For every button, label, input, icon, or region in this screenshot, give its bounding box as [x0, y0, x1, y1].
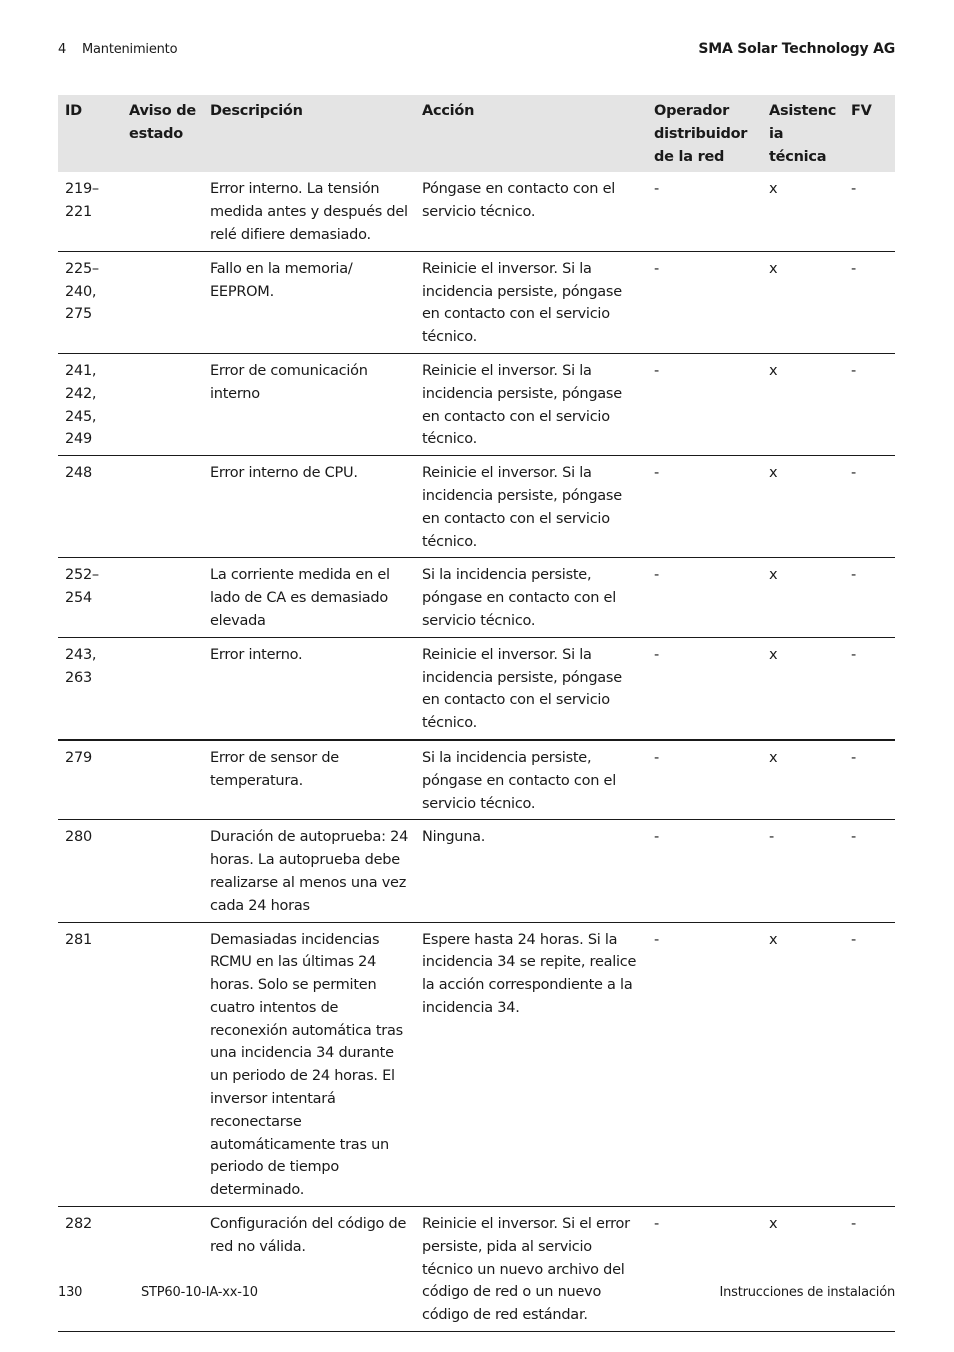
- column-header-status-message: Aviso de estado: [122, 95, 203, 172]
- cell-pv: -: [844, 1207, 895, 1332]
- table-row: [58, 637, 895, 740]
- cell-status: [122, 740, 203, 820]
- cell-id: 282: [58, 1207, 122, 1332]
- cell-description: Error interno.: [203, 637, 415, 740]
- table-row: [58, 820, 895, 922]
- event-messages-table: [58, 95, 895, 1332]
- cell-description: Error interno. La tensión medida antes y después del relé difiere demasiado.: [203, 172, 415, 251]
- cell-pv: -: [844, 558, 895, 637]
- cell-description: La corriente medida en el lado de CA es demasiado elevada: [203, 558, 415, 637]
- cell-pv: -: [844, 172, 895, 251]
- cell-id: 241, 242, 245, 249: [58, 353, 122, 455]
- cell-support: -: [762, 820, 844, 922]
- cell-action: Póngase en contacto con el servicio técnico.: [415, 172, 647, 251]
- cell-status: [122, 456, 203, 558]
- column-header-action: Acción: [415, 95, 647, 172]
- cell-action: Reinicie el inversor. Si la incidencia persiste, póngase en contacto con el servicio técnico.: [415, 251, 647, 353]
- running-header-chapter: [58, 42, 177, 57]
- cell-pv: -: [844, 456, 895, 558]
- cell-description: Duración de autoprueba: 24 horas. La autoprueba debe realizarse al menos una vez cada 24 horas: [203, 820, 415, 922]
- cell-action: Si la incidencia persiste, póngase en contacto con el servicio técnico.: [415, 740, 647, 820]
- cell-status: [122, 820, 203, 922]
- cell-status: [122, 353, 203, 455]
- cell-operator: -: [647, 558, 762, 637]
- cell-action: Si la incidencia persiste, póngase en contacto con el servicio técnico.: [415, 558, 647, 637]
- cell-id: 248: [58, 456, 122, 558]
- cell-operator: -: [647, 1207, 762, 1332]
- column-header-technical-support: Asistenc ia técnica: [762, 95, 844, 172]
- cell-pv: -: [844, 740, 895, 820]
- column-header-grid-operator: Operador distribuidor de la red: [647, 95, 762, 172]
- cell-operator: -: [647, 172, 762, 251]
- table-row: [58, 172, 895, 251]
- cell-operator: -: [647, 740, 762, 820]
- cell-status: [122, 251, 203, 353]
- table-header-row: [58, 95, 895, 172]
- cell-pv: -: [844, 251, 895, 353]
- document-code: STP60-10-IA-xx-10: [141, 1285, 258, 1300]
- cell-action: Reinicie el inversor. Si la incidencia persiste, póngase en contacto con el servicio técnico.: [415, 637, 647, 740]
- cell-status: [122, 558, 203, 637]
- cell-operator: -: [647, 820, 762, 922]
- cell-action: Reinicie el inversor. Si el error persiste, pida al servicio técnico un nuevo archivo del código de red o un nuevo código de red estándar.: [415, 1207, 647, 1332]
- cell-description: Demasiadas incidencias RCMU en las últimas 24 horas. Solo se permiten cuatro intentos de reconexión automática tras una incidencia 34 durante un periodo de 24 horas. El inversor intentará reconectarse automáticamente tras un periodo de tiempo determinado.: [203, 922, 415, 1207]
- company-name: SMA Solar Technology AG: [698, 41, 895, 57]
- cell-operator: -: [647, 637, 762, 740]
- cell-description: Error interno de CPU.: [203, 456, 415, 558]
- column-header-pv: FV: [844, 95, 895, 172]
- cell-id: 243, 263: [58, 637, 122, 740]
- cell-pv: -: [844, 353, 895, 455]
- cell-id: 252– 254: [58, 558, 122, 637]
- table-row: [58, 740, 895, 820]
- cell-status: [122, 637, 203, 740]
- cell-support: x: [762, 353, 844, 455]
- column-header-description: Descripción: [203, 95, 415, 172]
- cell-pv: -: [844, 637, 895, 740]
- cell-description: Configuración del código de red no válida.: [203, 1207, 415, 1332]
- cell-operator: -: [647, 456, 762, 558]
- cell-support: x: [762, 740, 844, 820]
- chapter-title: Mantenimiento: [82, 42, 178, 57]
- cell-status: [122, 1207, 203, 1332]
- document-title: Instrucciones de instalación: [719, 1285, 895, 1300]
- cell-action: Ninguna.: [415, 820, 647, 922]
- cell-id: 279: [58, 740, 122, 820]
- cell-action: Reinicie el inversor. Si la incidencia persiste, póngase en contacto con el servicio técnico.: [415, 456, 647, 558]
- cell-support: x: [762, 1207, 844, 1332]
- table-row: [58, 353, 895, 455]
- cell-id: 280: [58, 820, 122, 922]
- table-body: [58, 172, 895, 1331]
- cell-id: 225– 240, 275: [58, 251, 122, 353]
- cell-action: Espere hasta 24 horas. Si la incidencia 34 se repite, realice la acción correspondiente a la incidencia 34.: [415, 922, 647, 1207]
- table-row: [58, 456, 895, 558]
- cell-operator: -: [647, 251, 762, 353]
- cell-support: x: [762, 637, 844, 740]
- cell-support: x: [762, 172, 844, 251]
- table-row: [58, 251, 895, 353]
- cell-support: x: [762, 922, 844, 1207]
- chapter-number: 4: [58, 42, 67, 57]
- cell-description: Error de sensor de temperatura.: [203, 740, 415, 820]
- cell-support: x: [762, 251, 844, 353]
- cell-support: x: [762, 558, 844, 637]
- cell-description: Fallo en la memoria/ EEPROM.: [203, 251, 415, 353]
- cell-pv: -: [844, 922, 895, 1207]
- table-header: [58, 95, 895, 172]
- table-row: [58, 1207, 895, 1332]
- cell-status: [122, 172, 203, 251]
- cell-operator: -: [647, 353, 762, 455]
- cell-action: Reinicie el inversor. Si la incidencia persiste, póngase en contacto con el servicio técnico.: [415, 353, 647, 455]
- table-row: [58, 922, 895, 1207]
- cell-pv: -: [844, 820, 895, 922]
- cell-operator: -: [647, 922, 762, 1207]
- cell-id: 281: [58, 922, 122, 1207]
- cell-id: 219– 221: [58, 172, 122, 251]
- cell-description: Error de comunicación interno: [203, 353, 415, 455]
- table-row: [58, 558, 895, 637]
- cell-support: x: [762, 456, 844, 558]
- column-header-id: ID: [58, 95, 122, 172]
- page-number: 130: [58, 1285, 83, 1300]
- cell-status: [122, 922, 203, 1207]
